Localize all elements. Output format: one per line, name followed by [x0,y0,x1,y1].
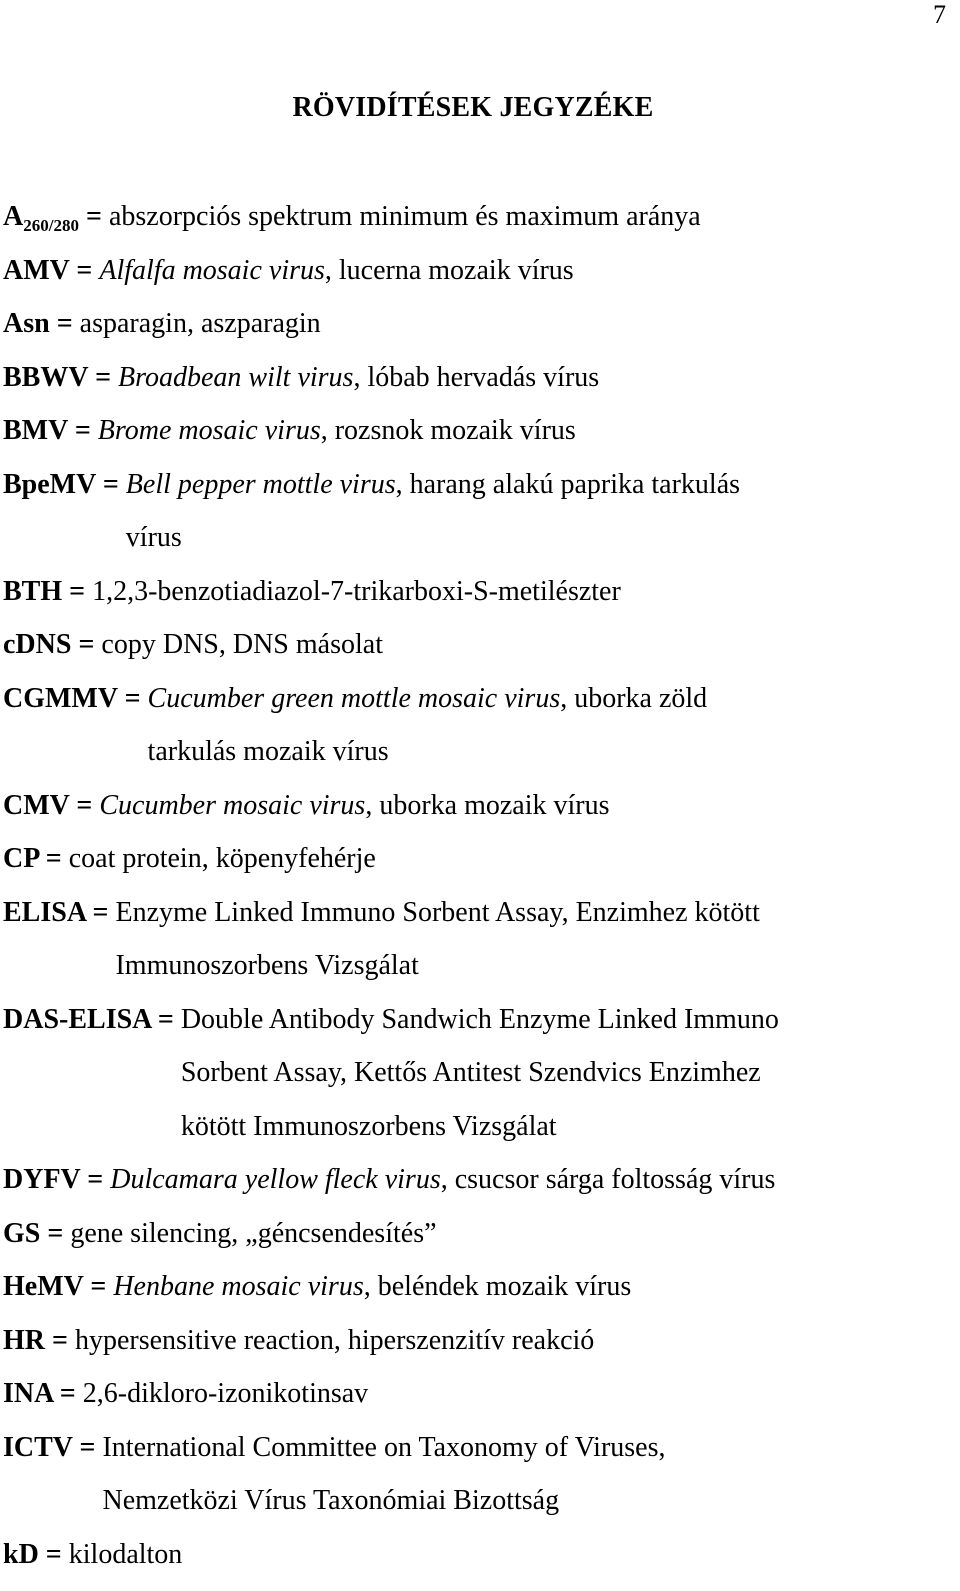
abbreviation [3,1539,69,1570]
list-item [3,1214,943,1268]
abbreviation [3,1432,102,1463]
definition [75,1325,594,1356]
abbreviation-text: ELISA [3,896,86,928]
equals-sign: = [40,1217,71,1249]
abbreviation-subscript: 260/280 [23,216,79,235]
definition [99,790,609,821]
abbreviation [3,469,126,500]
abbreviation-text: cDNS [3,629,72,660]
definition-text: asparagin, aszparagin [79,308,321,339]
equals-sign: = [95,468,126,500]
equals-sign: = [80,1164,111,1195]
equals-sign: = [38,843,69,874]
list-item-continuation: kötött Immunoszorbens Vizsgálat [180,1110,557,1142]
abbreviation-text: AMV [3,254,70,286]
list-item [3,572,943,626]
abbreviation [3,1378,83,1409]
equals-sign: = [83,1271,114,1302]
list-item-continuation: tarkulás mozaik vírus [147,736,389,767]
definition-text: , rozsnok mozaik vírus [320,415,576,446]
equals-sign: = [117,682,148,714]
definition [99,255,573,286]
equals-sign: = [78,201,109,232]
abbreviation-text: kD [3,1538,39,1570]
abbreviation [3,790,99,821]
definition [69,843,376,874]
list-item [3,1000,943,1054]
definition-text: , harang alakú paprika tarkulás [395,468,741,500]
equals-sign: = [150,1003,181,1035]
list-item-continuation: Nemzetközi Vírus Taxonómiai Bizottság [102,1485,560,1516]
abbreviation [3,897,115,928]
abbreviation [3,1325,75,1356]
abbreviation-text: DAS-ELISA [3,1003,151,1035]
definition [115,897,759,928]
abbreviation [3,1271,113,1302]
abbreviation-text: BMV [3,415,68,446]
list-item-continuation: Immunoszorbens Vizsgálat [115,950,419,981]
abbreviation [3,255,99,286]
definition [109,201,701,232]
page-number: 7 [933,0,946,29]
list-item [3,1428,943,1482]
species-name: Cucumber mosaic virus [99,789,366,821]
definition [98,415,576,446]
abbreviation-text: BBWV [3,361,89,393]
list-item [3,1160,943,1214]
abbreviation [3,362,118,393]
abbreviation [3,629,101,660]
abbreviation [3,415,98,446]
equals-sign: = [72,1431,103,1463]
definition [69,1539,183,1570]
equals-sign: = [62,575,93,607]
list-item [3,1321,943,1375]
definition-text: , beléndek mozaik vírus [363,1271,632,1302]
list-item [3,411,943,465]
definition [92,576,621,607]
list-item [3,839,943,893]
definition [101,629,383,660]
definition [110,1164,775,1195]
list-item [3,1374,943,1428]
list-item [3,304,943,358]
definition-text: hypersensitive reaction, hiperszenzitív reakció [74,1324,595,1356]
species-name: Henbane mosaic virus [113,1271,364,1302]
list-item-continuation: Sorbent Assay, Kettős Antitest Szendvics Enzimhez [180,1057,761,1088]
abbreviation-text: HeMV [3,1271,84,1302]
abbreviation-list [3,197,943,1588]
equals-sign: = [85,896,116,928]
abbreviation-text: CMV [3,789,70,821]
equals-sign: = [69,254,100,286]
abbreviation-text: BpeMV [3,468,96,500]
list-item [3,197,943,251]
abbreviation [3,1164,110,1195]
definition [148,683,708,714]
list-item [3,251,943,305]
definition-text: International Committee on Taxonomy of Viruses, [102,1431,666,1463]
definition-text: , lóbab hervadás vírus [353,361,600,393]
definition-text: , uborka mozaik vírus [365,789,610,821]
definition-text: kilodalton [68,1538,183,1570]
definition [70,1218,436,1249]
species-name: Broadbean wilt virus [118,361,354,393]
abbreviation-text: HR [3,1324,45,1356]
equals-sign: = [71,629,102,660]
abbreviation [3,308,80,339]
definition [126,469,740,500]
species-name: Brome mosaic virus [97,415,321,446]
equals-sign: = [88,361,119,393]
equals-sign: = [67,415,98,446]
list-item-continuation: vírus [125,522,182,553]
abbreviation-text: BTH [3,575,63,607]
definition-text: coat protein, köpenyfehérje [68,843,376,874]
equals-sign: = [69,789,100,821]
abbreviation-text: GS [3,1217,41,1249]
abbreviation-text: Asn [3,308,50,339]
definition-text: abszorpciós spektrum minimum és maximum aránya [108,201,701,232]
list-item [3,625,943,679]
abbreviation-text: ICTV [3,1431,73,1463]
definition-text: 1,2,3-benzotiadiazol-7-trikarboxi-S-metilészter [92,575,621,607]
definition-text: Double Antibody Sandwich Enzyme Linked Immuno [180,1003,779,1035]
species-name: Alfalfa mosaic virus [99,254,325,286]
equals-sign: = [38,1538,69,1570]
definition [102,1432,665,1463]
definition-text: , csucsor sárga foltosság vírus [440,1164,776,1195]
definition [83,1378,368,1409]
abbreviation [3,576,92,607]
abbreviation-text: DYFV [3,1164,81,1195]
list-item [3,358,943,412]
list-item [3,465,943,519]
list-item [3,893,943,947]
equals-sign: = [49,308,80,339]
abbreviation [3,201,109,235]
definition-text: gene silencing, „géncsendesítés” [70,1217,437,1249]
species-name: Dulcamara yellow fleck virus [110,1164,441,1195]
equals-sign: = [52,1378,83,1409]
equals-sign: = [45,1324,75,1356]
definition-text: copy DNS, DNS másolat [101,629,383,660]
list-item [3,1267,943,1321]
definition [181,1004,779,1035]
abbreviation-text: INA [3,1378,53,1409]
definition-text: Enzyme Linked Immuno Sorbent Assay, Enzimhez kötött [115,896,760,928]
list-item [3,679,943,733]
abbreviation [3,843,69,874]
abbreviation [3,683,148,714]
definition [80,308,321,339]
page-title: RÖVIDÍTÉSEK JEGYZÉKE [292,92,654,123]
abbreviation [3,1218,70,1249]
definition [118,362,599,393]
list-item [3,786,943,840]
abbreviation-text: A [3,201,24,232]
definition [113,1271,631,1302]
species-name: Cucumber green mottle mosaic virus [147,682,561,714]
definition-text: , lucerna mozaik vírus [324,254,574,286]
abbreviation-text: CP [3,843,39,874]
abbreviation-text: CGMMV [3,682,118,714]
abbreviation [3,1004,181,1035]
definition-text: , uborka zöld [560,682,708,714]
list-item [3,1535,943,1589]
species-name: Bell pepper mottle virus [125,468,396,500]
definition-text: 2,6-dikloro-izonikotinsav [82,1378,369,1409]
